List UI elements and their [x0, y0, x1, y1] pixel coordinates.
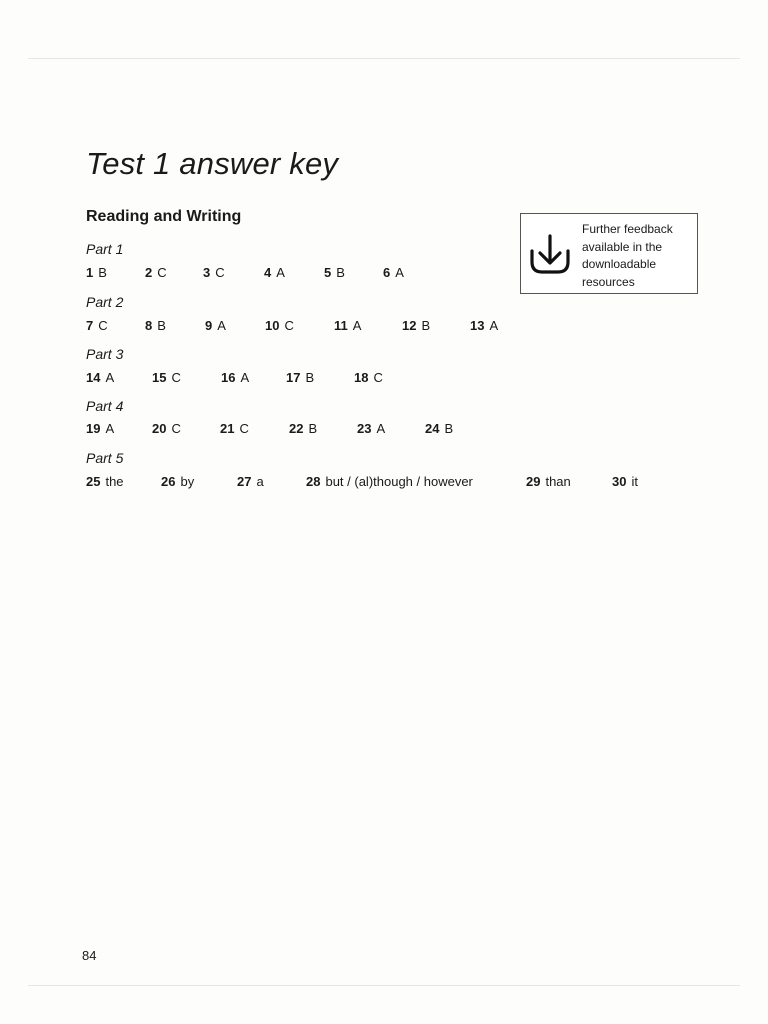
answer-28: 28 but / (al)though / however: [306, 474, 473, 489]
part-label-5: Part 5: [86, 450, 124, 466]
part-label-3: Part 3: [86, 346, 124, 362]
answer-19: 19 A: [86, 421, 115, 436]
answer-24: 24 B: [425, 421, 454, 436]
answer-1: 1 B: [86, 265, 107, 280]
page-number: 84: [82, 948, 97, 963]
bottom-rule: [28, 985, 740, 986]
answer-5: 5 B: [324, 265, 345, 280]
answer-18: 18 C: [354, 370, 383, 385]
answer-14: 14 A: [86, 370, 115, 385]
top-rule: [28, 58, 740, 59]
answer-3: 3 C: [203, 265, 225, 280]
section-heading: Reading and Writing: [86, 208, 242, 225]
answer-30: 30 it: [612, 474, 638, 489]
answer-13: 13 A: [470, 318, 499, 333]
feedback-text: Further feedback available in the downloadable resources: [582, 222, 673, 289]
part-label-2: Part 2: [86, 294, 124, 310]
answer-15: 15 C: [152, 370, 181, 385]
answer-16: 16 A: [221, 370, 250, 385]
answer-6: 6 A: [383, 265, 404, 280]
answer-25: 25 the: [86, 474, 124, 489]
part-label-4: Part 4: [86, 398, 124, 414]
feedback-box: [520, 213, 698, 294]
answer-4: 4 A: [264, 265, 285, 280]
answer-21: 21 C: [220, 421, 249, 436]
answer-29: 29 than: [526, 474, 571, 489]
answer-27: 27 a: [237, 474, 264, 489]
answer-7: 7 C: [86, 318, 108, 333]
page-title: Test 1 answer key: [86, 146, 339, 181]
answer-9: 9 A: [205, 318, 226, 333]
answer-26: 26 by: [161, 474, 195, 489]
answer-2: 2 C: [145, 265, 167, 280]
answer-20: 20 C: [152, 421, 181, 436]
part-label-1: Part 1: [86, 241, 124, 257]
answer-12: 12 B: [402, 318, 431, 333]
answer-22: 22 B: [289, 421, 318, 436]
answer-8: 8 B: [145, 318, 166, 333]
answer-17: 17 B: [286, 370, 315, 385]
answer-23: 23 A: [357, 421, 386, 436]
answer-11: 11 A: [334, 318, 362, 333]
answer-10: 10 C: [265, 318, 294, 333]
download-icon: [527, 232, 573, 276]
